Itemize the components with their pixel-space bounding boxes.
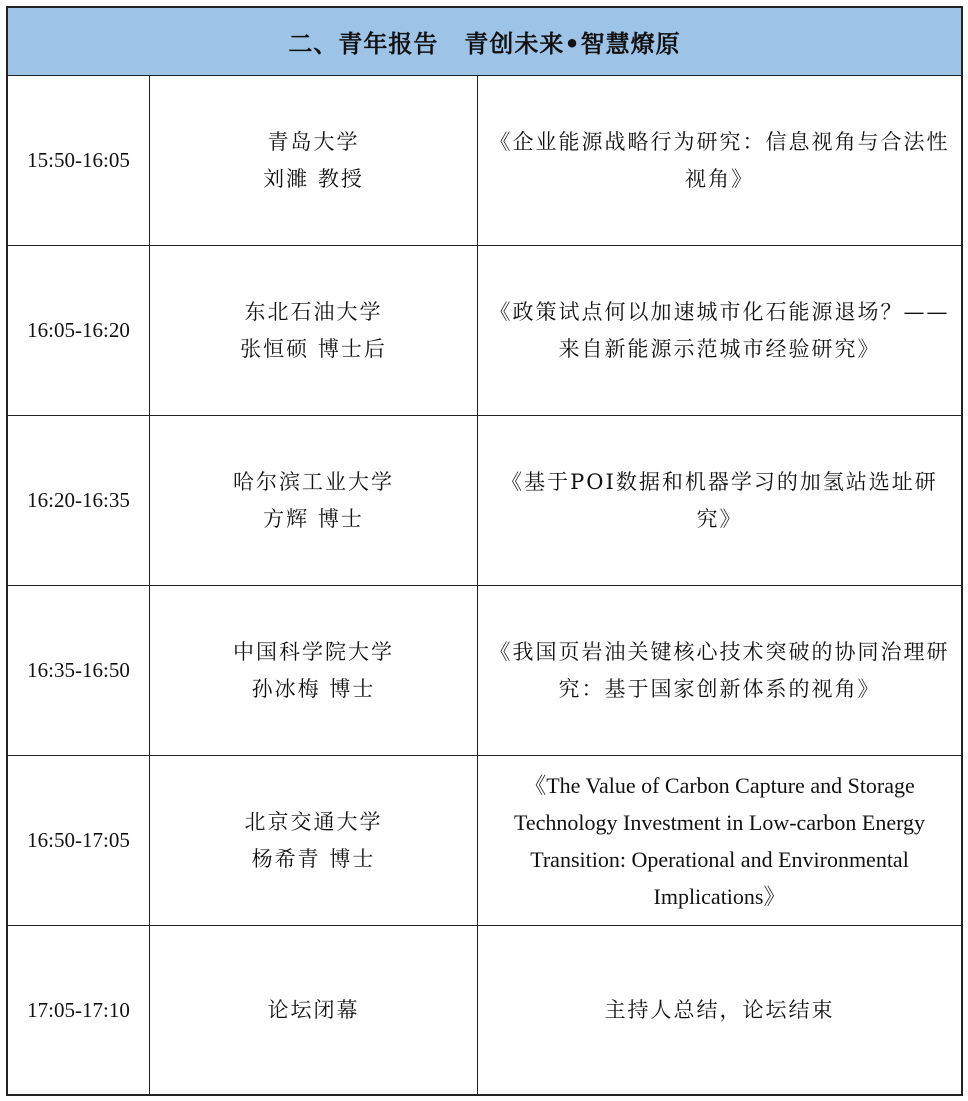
time-slot: 16:20-16:35 — [8, 416, 150, 585]
speaker-name: 杨希青 博士 — [251, 846, 376, 871]
speaker-affiliation: 中国科学院大学 — [233, 639, 394, 664]
report-topic-text: 《政策试点何以加速城市化石能源退场？——来自新能源示范城市经验研究》 — [489, 299, 950, 361]
report-topic-text: 主持人总结，论坛结束 — [604, 997, 835, 1022]
report-topic — [478, 246, 961, 415]
section-theme: 青创未来•智慧燎原 — [464, 30, 681, 58]
speaker-name: 方辉 博士 — [263, 506, 364, 531]
table-row — [8, 586, 961, 756]
speaker-name: 张恒硕 博士后 — [240, 336, 387, 361]
table-row — [8, 246, 961, 416]
speaker-affiliation: 哈尔滨工业大学 — [233, 469, 394, 494]
speaker-affiliation: 青岛大学 — [267, 129, 360, 154]
time-slot: 15:50-16:05 — [8, 76, 150, 245]
report-topic — [478, 756, 961, 925]
time-slot: 16:35-16:50 — [8, 586, 150, 755]
report-topic — [478, 416, 961, 585]
speaker-name: 刘濉 教授 — [263, 166, 364, 191]
speaker-cell — [150, 586, 478, 755]
speaker-cell — [150, 756, 478, 925]
table-row — [8, 926, 961, 1094]
time-slot: 17:05-17:10 — [8, 926, 150, 1094]
speaker-cell — [150, 416, 478, 585]
report-topic-text: 《我国页岩油关键核心技术突破的协同治理研究：基于国家创新体系的视角》 — [489, 639, 950, 701]
speaker-cell — [150, 76, 478, 245]
report-topic — [478, 926, 961, 1094]
table-row — [8, 76, 961, 246]
time-slot: 16:50-17:05 — [8, 756, 150, 925]
table-row — [8, 756, 961, 926]
section-title: 二、青年报告 — [288, 30, 439, 58]
schedule-table — [6, 6, 963, 1096]
report-topic-text: 《企业能源战略行为研究：信息视角与合法性视角》 — [489, 129, 950, 191]
speaker-cell — [150, 926, 478, 1094]
report-topic — [478, 586, 961, 755]
report-topic — [478, 76, 961, 245]
report-topic-text: 《基于POI数据和机器学习的加氢站选址研究》 — [501, 469, 938, 531]
speaker-name: 孙冰梅 博士 — [251, 676, 376, 701]
speaker-affiliation: 北京交通大学 — [244, 809, 383, 834]
time-slot: 16:05-16:20 — [8, 246, 150, 415]
table-row — [8, 416, 961, 586]
speaker-cell — [150, 246, 478, 415]
section-header — [8, 8, 961, 76]
session-label: 论坛闭幕 — [267, 997, 360, 1022]
speaker-affiliation: 东北石油大学 — [244, 299, 383, 324]
report-topic-text: 《The Value of Carbon Capture and Storage Technology Investment in Low-carbon Energy Transition: Operational and Environmental Implications》 — [513, 772, 926, 909]
